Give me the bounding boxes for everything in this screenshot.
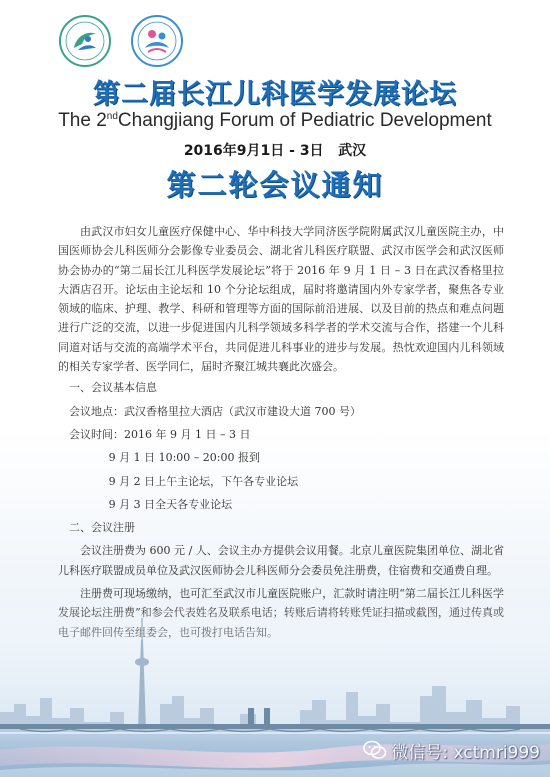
schedule-item: 9 月 2 日上午主论坛，下午各专业论坛 [108, 474, 299, 488]
watermark-text: 微信号: xctmri999 [391, 742, 540, 763]
forum-title-cn: 第二届长江儿科医学发展论坛 [93, 79, 457, 110]
notice-body [58, 222, 504, 642]
wechat-icon [363, 739, 387, 761]
notice-title: 第二轮会议通知 [166, 168, 384, 202]
section-heading-basic-info: 一、会议基本信息 [69, 381, 157, 395]
wechat-watermark [363, 736, 540, 764]
logo-group [58, 14, 228, 70]
intro-paragraph: 由武汉市妇女儿童医疗保健中心、华中科技大学同济医学院附属武汉儿童医院主办，中国医师协会儿科医师分会影像专业委员会、湖北省儿科医疗联盟、武汉市医学会和武汉医师协会协办的“第二届长江儿科医学发展论坛”将于 2016 年 9 月 1 日 – 3 日在武汉香格里拉大酒店召开。论坛由主论坛和 10 个分论坛组成，届时将邀请国内外专家学者，聚焦各专业领域的临床、护理、教学、科研和管理等方面的国际前沿进展、以及目前的热点和难点问题进行广泛的交流，以进一步促进国内儿科学领域多科学者的学术交流与合作，搭建一个儿科同道对话与交流的高端学术平台，共同促进儿科事业的进步与发展。热忱欢迎国内儿科领域的相关专家学者、医学同仁，届时齐聚江城共襄此次盛会。 [58, 225, 504, 374]
date-location-line: 2016年9月1日 - 3日 武汉 [183, 143, 367, 159]
time-line: 会议时间：2016 年 9 月 1 日 – 3 日 [69, 427, 251, 441]
schedule-item: 9 月 1 日 10:00 – 20:00 报到 [108, 451, 260, 465]
schedule-item: 9 月 3 日全天各专业论坛 [108, 497, 233, 511]
venue-line: 会议地点：武汉香格里拉大酒店（武汉市建设大道 700 号） [69, 404, 361, 418]
registration-paragraph: 会议注册费为 600 元 / 人、会议主办方提供会议用餐。北京儿童医院集团单位、湖北省儿科医疗联盟成员单位及武汉医师协会儿科医师分会委员免注册费，住宿费和交通费自理。 [58, 544, 504, 577]
hospital-logo-icon [58, 14, 112, 68]
alliance-logo-icon [130, 14, 184, 68]
section-heading-registration: 二、会议注册 [69, 521, 135, 535]
title-en-ordinal: nd [106, 111, 118, 122]
title-en-suffix: Changjiang Forum of Pediatric Development [117, 110, 492, 131]
title-en-prefix: The 2 [58, 110, 107, 131]
forum-title-en [0, 110, 550, 132]
payment-paragraph: 注册费可现场缴纳，也可汇至武汉市儿童医院账户，汇款时请注明“第二届长江儿科医学 [80, 587, 504, 601]
